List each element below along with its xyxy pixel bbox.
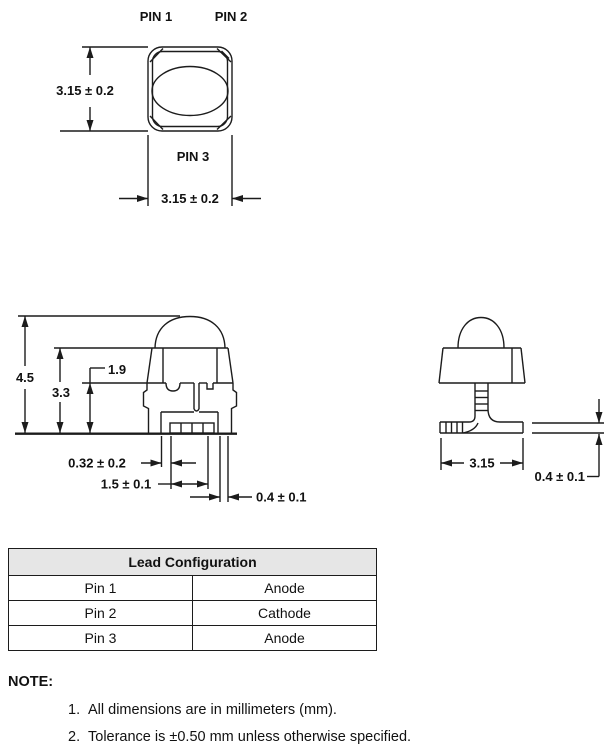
note-item-1 [68,702,337,718]
front-view-lead-pitch-label: 1.5 ± 0.1 [100,476,152,492]
note-item-2 [68,729,411,745]
top-view-package-outline [148,47,232,131]
note-item-text: Tolerance is ±0.50 mm unless otherwise specified. [88,729,412,745]
side-view-lead-thickness-dimension [534,399,599,484]
side-view-lead-length-label: 3.15 [469,455,495,471]
front-view-lead-dimensions [68,456,306,505]
table-row [9,626,377,651]
table-row [9,601,377,626]
corner-chamfer-top-right [217,49,231,63]
top-view-height-dimension [56,47,148,131]
pin-cell: Pin 1 [9,576,193,601]
function-cell: Anode [193,626,377,651]
table-row [9,576,377,601]
side-view-package-outline [439,318,604,434]
front-view-lead-thickness-label: 0.4 ± 0.1 [256,489,307,505]
front-view-lead-wires [162,436,229,502]
front-view-standoff-label: 1.9 [108,362,127,377]
front-view-lead-width-label: 0.32 ± 0.2 [68,455,126,471]
note-heading: NOTE: [8,674,54,690]
front-view-package-outline [144,317,237,434]
front-view-height-dimensions [16,316,180,433]
function-cell: Cathode [193,601,377,626]
lead-configuration-table [8,548,377,651]
side-view-lead-thickness-label: 0.4 ± 0.1 [534,469,585,484]
pin-cell: Pin 2 [9,601,193,626]
top-view-height-dim-label: 3.15 ± 0.2 [56,83,114,98]
lead-table-title: Lead Configuration [9,549,377,576]
front-view-overall-height-label: 4.5 [15,370,35,385]
top-view-width-dimension [119,135,261,206]
front-view-body-height-label: 3.3 [51,385,71,400]
note-item-text: All dimensions are in millimeters (mm). [88,702,337,718]
pin1-label: PIN 1 [139,9,173,24]
top-view-width-dim-label: 3.15 ± 0.2 [161,191,219,206]
bend-fillet-line [463,423,478,433]
function-cell: Anode [193,576,377,601]
corner-chamfer-bottom-right [217,116,231,130]
note-item-number: 1. [68,702,81,718]
side-view-lead-length-dimension [441,438,523,471]
pin2-label: PIN 2 [214,9,248,24]
note-item-number: 2. [68,729,81,745]
pin3-label: PIN 3 [176,149,210,164]
pin-cell: Pin 3 [9,626,193,651]
